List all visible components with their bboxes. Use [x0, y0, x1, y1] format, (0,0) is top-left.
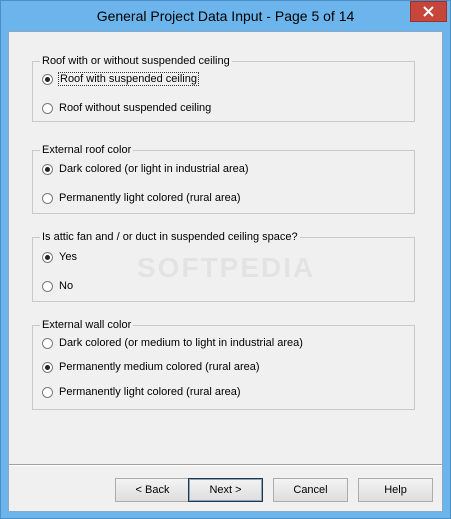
radio-label: Permanently light colored (rural area) — [59, 386, 241, 398]
radio-circle — [42, 338, 53, 349]
group-title: Roof with or without suspended ceiling — [42, 55, 230, 67]
radio-label: Permanently light colored (rural area) — [59, 192, 241, 204]
close-button[interactable] — [410, 1, 447, 22]
radio-circle — [42, 74, 53, 85]
window-title: General Project Data Input - Page 5 of 14 — [96, 8, 355, 24]
radio-circle — [42, 103, 53, 114]
radio-label: Yes — [59, 251, 77, 263]
group-attic-fan — [32, 231, 415, 302]
cancel-button[interactable]: Cancel — [273, 478, 348, 502]
radio-roof-dark[interactable] — [42, 161, 249, 177]
button-divider — [9, 464, 442, 466]
radio-label: No — [59, 280, 74, 292]
radio-roof-with-ceiling[interactable] — [42, 71, 198, 87]
radio-roof-light[interactable] — [42, 190, 241, 206]
radio-circle — [42, 193, 53, 204]
radio-label: Roof without suspended ceiling — [59, 102, 212, 114]
title-bar[interactable] — [1, 1, 450, 31]
next-button[interactable]: Next > — [188, 478, 263, 502]
radio-label: Dark colored (or light in industrial area) — [59, 163, 249, 175]
radio-circle — [42, 164, 53, 175]
radio-wall-medium[interactable] — [42, 359, 260, 375]
radio-wall-dark[interactable] — [42, 335, 303, 351]
help-button[interactable]: Help — [358, 478, 433, 502]
watermark: SOFTPEDIA — [137, 252, 316, 283]
dialog-body — [8, 31, 443, 512]
radio-circle — [42, 252, 53, 263]
radio-circle — [42, 281, 53, 292]
radio-label: Dark colored (or medium to light in industrial area) — [59, 337, 303, 349]
radio-attic-yes[interactable] — [42, 249, 77, 265]
radio-circle — [42, 387, 53, 398]
radio-wall-light[interactable] — [42, 384, 241, 400]
close-icon — [423, 6, 434, 17]
radio-roof-without-ceiling[interactable] — [42, 100, 211, 116]
group-title: Is attic fan and / or duct in suspended ceiling space? — [42, 231, 298, 243]
radio-circle — [42, 362, 53, 373]
group-roof-color — [32, 144, 415, 214]
back-button[interactable]: < Back — [115, 478, 190, 502]
group-title: External wall color — [42, 319, 132, 331]
radio-label: Roof with suspended ceiling — [60, 73, 197, 85]
radio-label: Permanently medium colored (rural area) — [59, 361, 260, 373]
group-wall-color — [32, 319, 415, 410]
radio-attic-no[interactable] — [42, 278, 73, 294]
group-roof-ceiling — [32, 55, 415, 122]
group-title: External roof color — [42, 144, 132, 156]
